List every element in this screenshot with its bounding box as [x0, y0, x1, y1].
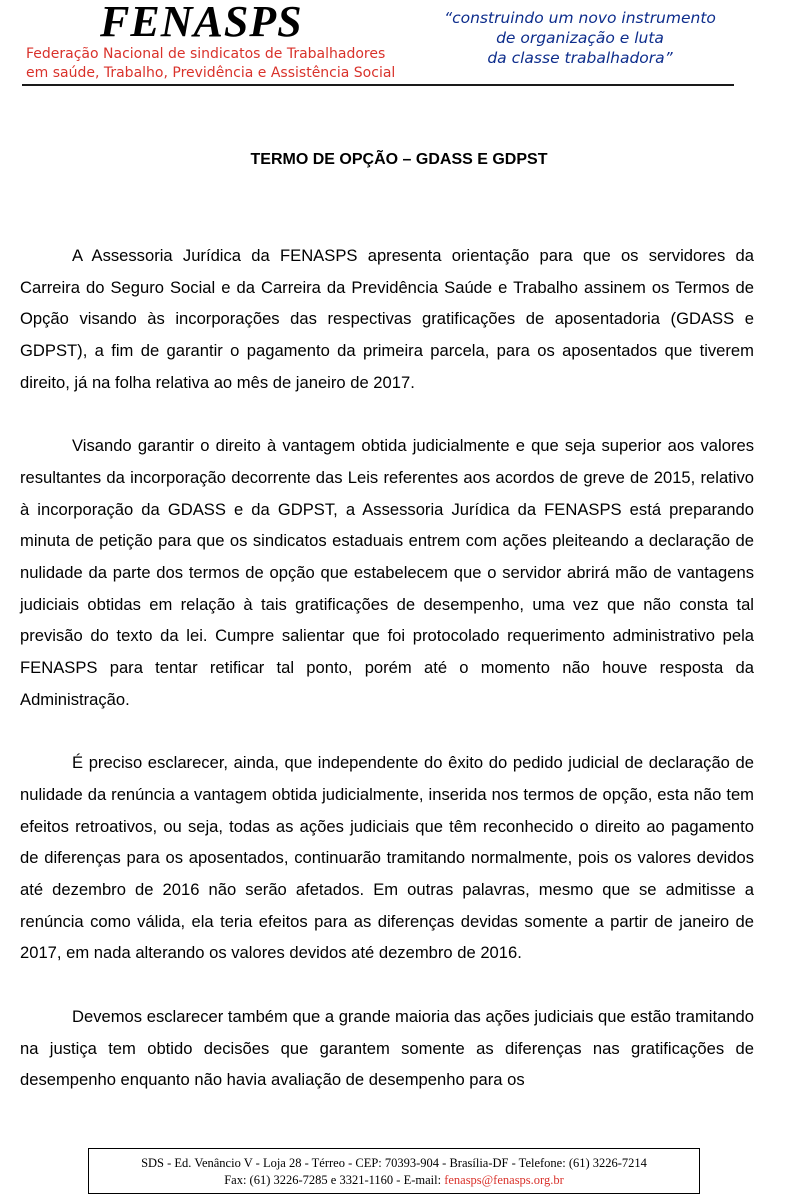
paragraph-1: A Assessoria Jurídica da FENASPS apresenta orientação para que os servidores da Carreira do Seguro Social e da Carreira da Previdência Saúde e Trabalho assinem os Termos de Opção visando às incorporações das respectivas gratificações de aposentadoria (GDASS e GDPST), a fim de garantir o pagamento da primeira parcela, para os aposentados que tiverem direito, já na folha relativa ao mês de janeiro de 2017.: [20, 246, 754, 392]
footer-contact-line: [89, 1172, 699, 1188]
header-divider: [22, 84, 734, 86]
paragraph-2: Visando garantir o direito à vantagem obtida judicialmente e que seja superior aos valores resultantes da incorporação decorrente das Leis referentes aos acordos de greve de 2015, relativo à incorporação da GDASS e da GDPST, a Assessoria Jurídica da FENASPS está preparando minuta de petição para que os sindicatos estaduais entrem com ações pleiteando a declaração de nulidade da parte dos termos de opção que estabelecem que o servidor abrirá mão de vantagens judiciais obtidas em relação à tais gratificações de desempenho, uma vez que não consta tal previsão do texto da lei. Cumpre salientar que foi protocolado requerimento administrativo pela FENASPS para tentar retificar tal ponto, porém até o momento não houve resposta da Administração.: [20, 436, 754, 709]
document-body: [20, 240, 754, 1128]
document-title: TERMO DE OPÇÃO – GDASS E GDPST: [250, 151, 548, 168]
org-name-line-2: em saúde, Trabalho, Previdência e Assistência Social: [26, 65, 396, 81]
footer-address-box: [88, 1148, 700, 1194]
motto-line-1: “construindo um novo instrumento: [444, 9, 716, 27]
motto-line-2: de organização e luta: [496, 29, 664, 47]
footer-address-line: SDS - Ed. Venâncio V - Loja 28 - Térreo - CEP: 70393-904 - Brasília-DF - Telefone: (61) 3226-7214: [141, 1156, 647, 1170]
paragraph-4: Devemos esclarecer também que a grande maioria das ações judiciais que estão tramitando na justiça tem obtido decisões que garantem somente as diferenças nas gratificações de desempenho enquanto não havia avaliação de desempenho para os: [20, 1006, 754, 1090]
fenasps-logo: FENASPS: [100, 0, 303, 46]
footer-email-link[interactable]: fenasps@fenasps.org.br: [444, 1173, 564, 1187]
footer-fax-text: Fax: (61) 3226-7285 e 3321-1160 - E-mail:: [224, 1173, 445, 1187]
letterhead: [0, 0, 798, 90]
org-name-line-1: Federação Nacional de sindicatos de Trabalhadores: [26, 46, 386, 62]
motto-line-3: da classe trabalhadora”: [487, 49, 673, 67]
motto: [410, 8, 750, 68]
paragraph-3: É preciso esclarecer, ainda, que independente do êxito do pedido judicial de declaração de nulidade da renúncia a vantagem obtida judicialmente, inserida nos termos de opção, esta não tem efeitos retroativos, ou seja, todas as ações judiciais que têm reconhecido o direito ao pagamento de diferenças para os aposentados, continuarão tramitando normalmente, pois os valores devidos até dezembro de 2016 não serão afetados. Em outras palavras, mesmo que se admitisse a renúncia como válida, ela teria efeitos para as diferenças devidas somente a partir de janeiro de 2017, em nada alterando os valores devidos até dezembro de 2016.: [20, 753, 754, 963]
